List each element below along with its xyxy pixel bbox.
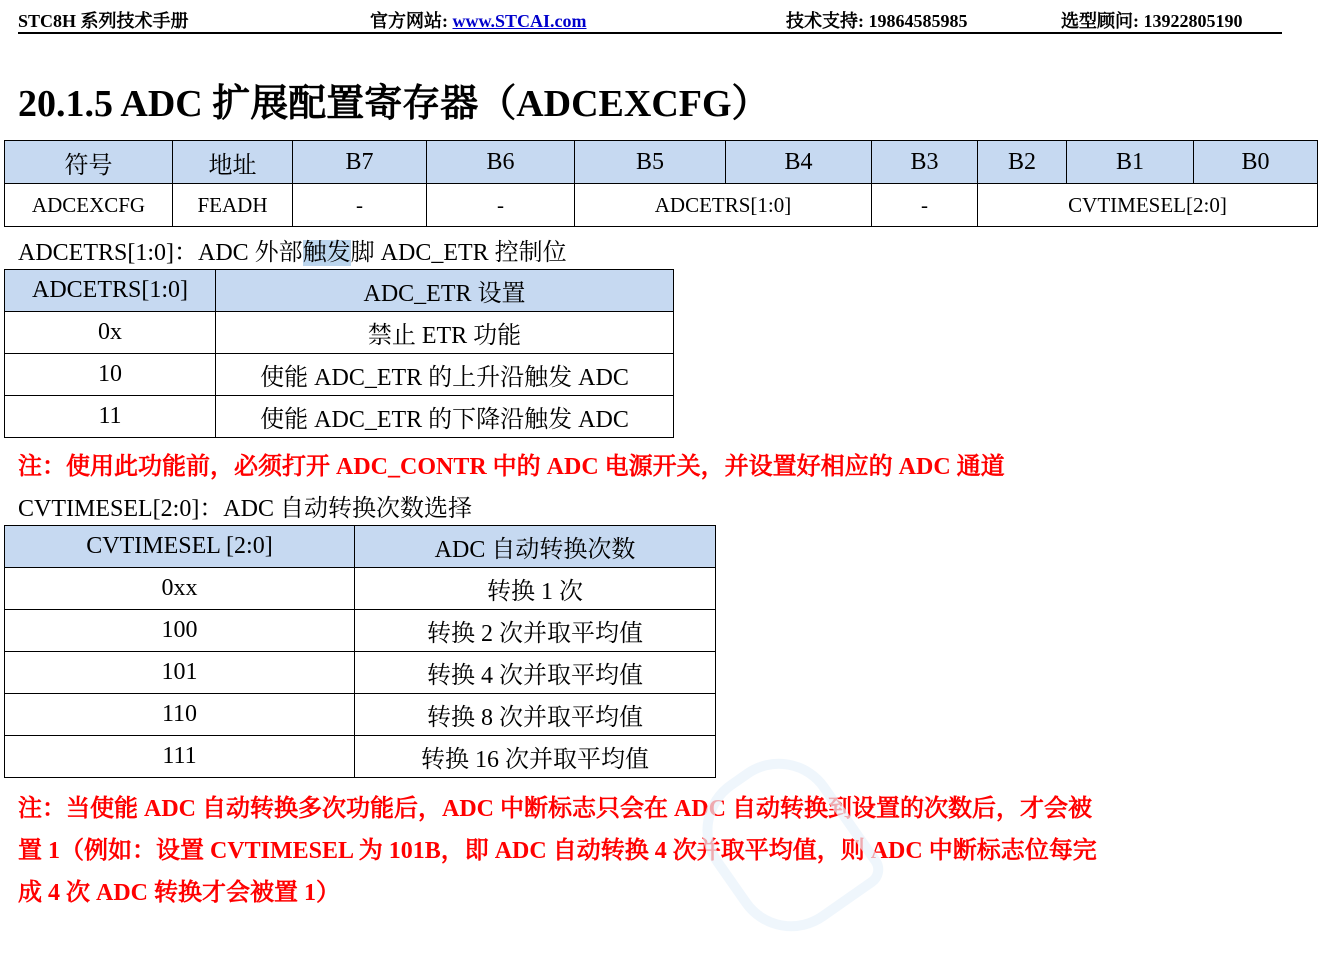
cvtimesel-value: 0xx	[5, 568, 355, 610]
consultant-phone: 选型顾问: 13922805190	[1061, 11, 1243, 31]
table-row	[5, 610, 716, 652]
cvtimesel-col-count: ADC 自动转换次数	[355, 526, 716, 568]
table-row	[5, 312, 674, 354]
support-phone: 技术支持: 19864585985	[786, 11, 968, 31]
website-link[interactable]: www.STCAI.com	[452, 11, 587, 31]
cell-cvtimesel: CVTIMESEL[2:0]	[978, 184, 1318, 227]
cvtimesel-value: 100	[5, 610, 355, 652]
table-row	[5, 354, 674, 396]
cell-b7: -	[293, 184, 427, 227]
adcetrs-value: 10	[5, 354, 216, 396]
note-interrupt-line3: 成 4 次 ADC 转换才会被置 1）	[18, 880, 340, 906]
adcetrs-setting: 禁止 ETR 功能	[216, 312, 674, 354]
adcetrs-col-value: ADCETRS[1:0]	[5, 270, 216, 312]
adcetrs-setting: 使能 ADC_ETR 的上升沿触发 ADC	[216, 354, 674, 396]
page-header	[18, 4, 1282, 34]
adcetrs-value: 11	[5, 396, 216, 438]
cvtimesel-header-row	[5, 526, 716, 568]
cvtimesel-col-value: CVTIMESEL [2:0]	[5, 526, 355, 568]
col-b6: B6	[427, 141, 575, 184]
cvtimesel-count: 转换 2 次并取平均值	[355, 610, 716, 652]
cvtimesel-value: 101	[5, 652, 355, 694]
note-interrupt-line2: 置 1（例如：设置 CVTIMESEL 为 101B，即 ADC 自动转换 4 次并取平均值，则 ADC 中断标志位每完	[18, 838, 1097, 864]
adcetrs-value: 0x	[5, 312, 216, 354]
cvtimesel-count: 转换 1 次	[355, 568, 716, 610]
col-symbol: 符号	[5, 141, 173, 184]
adcetrs-col-setting: ADC_ETR 设置	[216, 270, 674, 312]
cvtimesel-count: 转换 4 次并取平均值	[355, 652, 716, 694]
cvtimesel-table	[4, 525, 716, 778]
col-b0: B0	[1194, 141, 1318, 184]
register-header-row	[5, 141, 1318, 184]
table-row	[5, 652, 716, 694]
cell-symbol: ADCEXCFG	[5, 184, 173, 227]
col-b4: B4	[726, 141, 872, 184]
note-interrupt-line1: 注：当使能 ADC 自动转换多次功能后，ADC 中断标志只会在 ADC 自动转换到设置的次数后，才会被	[18, 796, 1092, 822]
doc-title: STC8H 系列技术手册	[18, 11, 189, 31]
table-row	[5, 396, 674, 438]
adcetrs-table	[4, 269, 674, 438]
table-row	[5, 568, 716, 610]
adcetrs-description	[18, 232, 567, 267]
adcetrs-header-row	[5, 270, 674, 312]
cell-adcetrs: ADCETRS[1:0]	[575, 184, 872, 227]
col-address: 地址	[173, 141, 293, 184]
col-b7: B7	[293, 141, 427, 184]
cvtimesel-description: CVTIMESEL[2:0]：ADC 自动转换次数选择	[18, 496, 472, 522]
cvtimesel-count: 转换 8 次并取平均值	[355, 694, 716, 736]
cvtimesel-value: 110	[5, 694, 355, 736]
website-label: 官方网站:	[370, 11, 453, 31]
section-title: 20.1.5 ADC 扩展配置寄存器（ADCEXCFG）	[18, 83, 770, 125]
cell-b6: -	[427, 184, 575, 227]
cvtimesel-count: 转换 16 次并取平均值	[355, 736, 716, 778]
cvtimesel-value: 111	[5, 736, 355, 778]
adcetrs-desc-prefix: ADCETRS[1:0]：ADC 外部	[18, 240, 303, 266]
adcetrs-desc-highlight: 触发	[302, 240, 351, 266]
cell-address: FEADH	[173, 184, 293, 227]
adcetrs-setting: 使能 ADC_ETR 的下降沿触发 ADC	[216, 396, 674, 438]
table-row	[5, 694, 716, 736]
website	[370, 7, 587, 33]
adcetrs-desc-suffix: 脚 ADC_ETR 控制位	[350, 240, 567, 266]
col-b1: B1	[1067, 141, 1194, 184]
col-b3: B3	[872, 141, 978, 184]
register-row	[5, 184, 1318, 227]
note-adc-power: 注：使用此功能前，必须打开 ADC_CONTR 中的 ADC 电源开关，并设置好相应的 ADC 通道	[18, 454, 1005, 480]
col-b5: B5	[575, 141, 726, 184]
cell-b3: -	[872, 184, 978, 227]
register-table	[4, 140, 1318, 227]
table-row	[5, 736, 716, 778]
col-b2: B2	[978, 141, 1067, 184]
